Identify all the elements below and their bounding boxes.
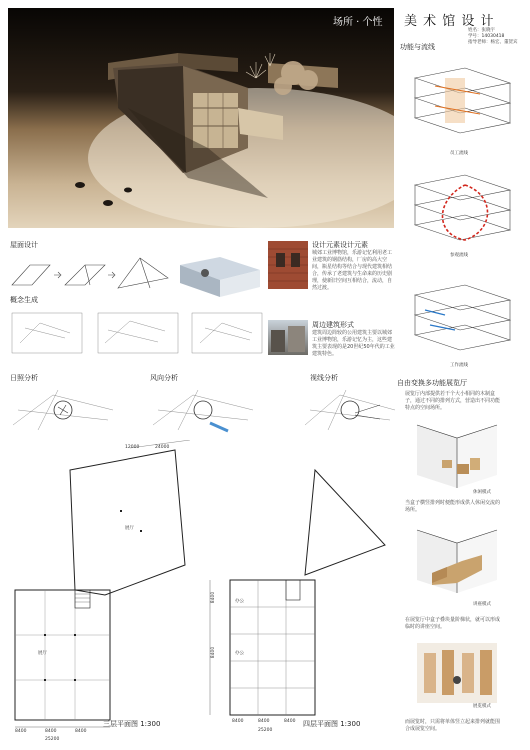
mode-label-lecture: 讲座模式 bbox=[473, 602, 491, 607]
dim-bottom: 8400 bbox=[232, 719, 244, 724]
hero-rendering bbox=[8, 8, 394, 228]
exhibition-mode-image bbox=[412, 638, 500, 708]
dim-top: 12000 bbox=[125, 445, 140, 450]
design-elements-text: 城郊工业博物馆，乐游记忆利用老工业建筑的钢筋结构，厂房的高大空间，瓶星结构等结合与现代建筑相结合，传承了老建筑与生命来的历史剧理，使新旧空间互相结合，流动，自然过渡。 bbox=[312, 250, 393, 291]
dim-bottom: 8400 bbox=[15, 729, 27, 734]
room-label: 办公 bbox=[235, 651, 244, 656]
flow-label-visitor: 参观流线 bbox=[450, 253, 468, 258]
roof-model bbox=[175, 255, 265, 300]
roof-heading: 屋面设计 bbox=[10, 241, 38, 249]
flow-label-work: 工作流线 bbox=[450, 363, 468, 368]
third-floor-label: 三层平面图 1:300 bbox=[103, 720, 161, 728]
street-photo bbox=[268, 320, 308, 355]
view-analysis-diagram bbox=[300, 385, 400, 435]
page-title-sub: 美 术 馆 设 计 bbox=[404, 14, 495, 29]
wind-analysis-diagram bbox=[148, 385, 268, 435]
free-switch-text: 展览厅内部提供若干个大小相同的木制盒子，通过不同的排列方式，营造出不同功能特点的空间场所。 bbox=[405, 391, 501, 411]
concept-heading: 概念生成 bbox=[10, 296, 38, 304]
box-note-3: 而展览时，只需将单体竖立起来排列就能围合成展览空间。 bbox=[405, 719, 501, 732]
dim-vertical: 8400 bbox=[211, 646, 217, 659]
function-flow-heading: 功能与流线 bbox=[400, 43, 435, 51]
mode-label-leisure: 休闲模式 bbox=[473, 490, 491, 495]
flow-diagram-visitor bbox=[405, 170, 520, 260]
box-note-1: 当盒子横竖排列时便能形成供人休闲交流的场所。 bbox=[405, 500, 501, 513]
dim-bottom: 8400 bbox=[284, 719, 296, 724]
sun-heading: 日照分析 bbox=[10, 374, 38, 382]
info-line: 指导老师：杨宏、董贺宾 bbox=[468, 40, 518, 45]
roof-diagram bbox=[10, 250, 170, 295]
header-info bbox=[468, 27, 528, 45]
dim-total: 25200 bbox=[258, 728, 273, 733]
sun-analysis-diagram bbox=[8, 385, 128, 435]
dim-bottom: 8400 bbox=[258, 719, 270, 724]
surrounding-heading: 周边建筑形式 bbox=[312, 321, 354, 329]
concept-diagram bbox=[10, 308, 265, 358]
fourth-floor-plan bbox=[200, 465, 395, 730]
view-heading: 视线分析 bbox=[310, 374, 338, 382]
lecture-mode-image bbox=[412, 525, 500, 595]
dim-bottom: 8400 bbox=[75, 729, 87, 734]
flow-label-staff: 员工流线 bbox=[450, 151, 468, 156]
leisure-mode-image bbox=[412, 420, 500, 490]
design-elements-heading: 设计元素设计元素 bbox=[312, 241, 368, 249]
dim-vertical: 8400 bbox=[211, 591, 217, 604]
dim-bottom: 8400 bbox=[45, 729, 57, 734]
room-label: 展厅 bbox=[125, 526, 134, 531]
dim-total: 25200 bbox=[45, 737, 60, 742]
wind-heading: 风向分析 bbox=[150, 374, 178, 382]
free-switch-heading: 自由变换多功能展览厅 bbox=[397, 379, 467, 387]
surrounding-text: 建筑周边简较的公用建筑主要以城郊工业博物馆，乐游记忆为主，这些建筑主要表现的是20世纪50年代的工业建筑特色。 bbox=[312, 330, 395, 357]
info-line: 姓名：张晓宇 bbox=[468, 28, 495, 33]
info-line: 学号：14030418 bbox=[468, 34, 505, 39]
page-title-main: 场所 · 个性 bbox=[333, 17, 383, 28]
mode-label-exhibition: 展览模式 bbox=[473, 704, 491, 709]
dim-top: 24000 bbox=[155, 445, 170, 450]
room-label: 办公 bbox=[235, 599, 244, 604]
brick-photo bbox=[268, 241, 308, 289]
flow-diagram-work bbox=[405, 280, 520, 365]
box-note-2: 在展览厅中盒子叠块量阶梯状，就可以形成临时的讲座空间。 bbox=[405, 617, 501, 630]
third-floor-plan bbox=[10, 440, 200, 735]
flow-diagram-staff bbox=[405, 58, 520, 153]
room-label: 展厅 bbox=[38, 651, 47, 656]
fourth-floor-label: 四层平面图 1:300 bbox=[303, 720, 361, 728]
